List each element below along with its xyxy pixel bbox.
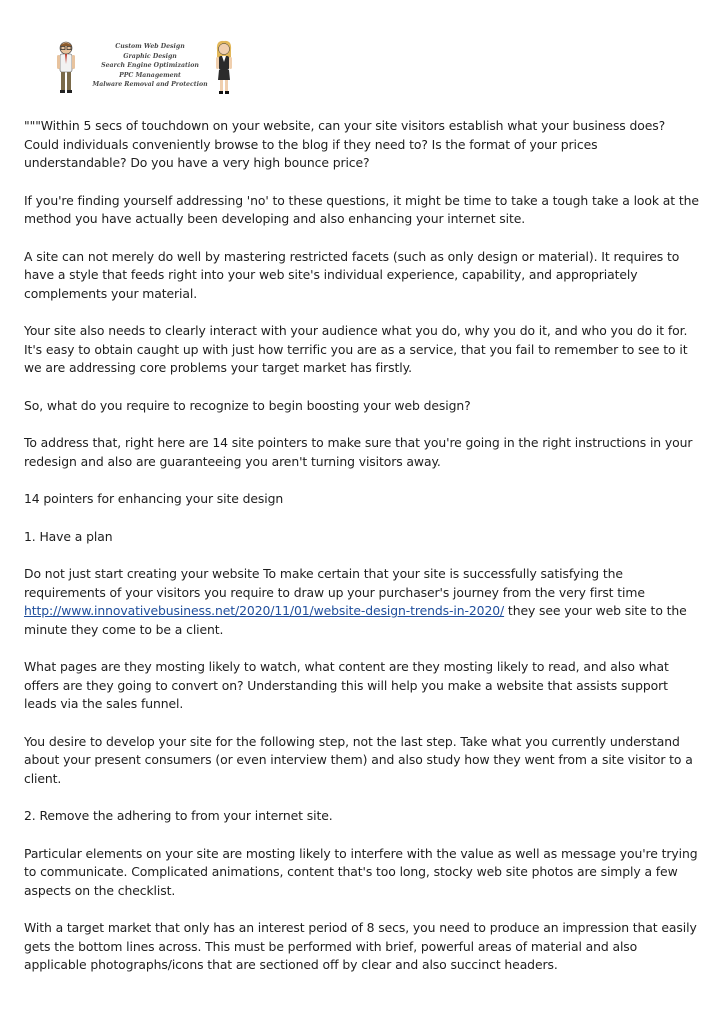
paragraph-text: they see your web site to the minute they come to be a client. — [24, 603, 687, 637]
paragraph: A site can not merely do well by mastering restricted facets (such as only design or material). It requires to have a style that feeds right into your web site's individual experience, capability, and appropriately complements your material. — [24, 248, 680, 301]
logo-line: Graphic Design — [123, 52, 177, 60]
paragraph: Particular elements on your site are mosting likely to interfere with the value as well as message you're trying to communicate. Complicated animations, content that's too long, stocky web site photos are simply a few aspects on the checklist. — [24, 845, 698, 898]
paragraph: You desire to develop your site for the following step, not the last step. Take what you currently understand about your present consumers (or even interview them) and also study how they went from a site visitor to a client. — [24, 733, 693, 786]
section-heading: 14 pointers for enhancing your site design — [24, 491, 284, 506]
logo-text — [90, 42, 210, 90]
article-body — [24, 117, 700, 994]
subheading: 2. Remove the adhering to from your internet site. — [24, 808, 333, 823]
paragraph: To address that, right here are 14 site pointers to make sure that you're going in the right instructions in your redesign and also are guaranteeing you aren't turning visitors away. — [24, 435, 693, 469]
paragraph: Your site also needs to clearly interact with your audience what you do, why you do it, and who you do it for. It's easy to obtain caught up with just how terrific you are as a service, that you fail to remember to see to it we are addressing core problems your target market has firstly. — [24, 323, 688, 375]
article-link[interactable]: http://www.innovativebusiness.net/2020/11/01/website-design-trends-in-2020/ — [24, 603, 505, 618]
paragraph-text: Do not just start creating your website To make certain that your site is successfully satisfying the requirements of your visitors you require to draw up your purchaser's journey from the very first time — [24, 566, 645, 600]
paragraph: With a target market that only has an interest period of 8 secs, you need to produce an impression that easily gets the bottom lines across. This must be performed with brief, powerful areas of material and also applicable photographs/icons that are sectioned off by clear and also succinct headers. — [24, 920, 697, 972]
paragraph: What pages are they mosting likely to watch, what content are they mosting likely to read, and also what offers are they going to convert on? Understanding this will help you make a website that assists support leads via the sales funnel. — [24, 659, 669, 711]
logo-line: Malware Removal and Protection — [92, 81, 208, 88]
paragraph: """Within 5 secs of touchdown on your website, can your site visitors establish what your business does? Could individuals conveniently browse to the blog if they need to? Is the format of your prices understandable? Do you have a very high bounce price? — [24, 118, 666, 170]
paragraph: So, what do you require to recognize to begin boosting your web design? — [24, 397, 471, 413]
paragraph-with-link — [24, 565, 700, 639]
logo-line: Search Engine Optimization — [101, 62, 199, 69]
company-logo — [50, 40, 250, 96]
subheading: 1. Have a plan — [24, 528, 113, 544]
woman-figure-icon — [212, 40, 236, 96]
logo-line: Custom Web Design — [115, 43, 185, 50]
man-figure-icon — [54, 40, 78, 96]
logo-line: PPC Management — [119, 71, 181, 79]
paragraph: If you're finding yourself addressing 'no' to these questions, it might be time to take a tough take a look at the method you have actually been developing and also enhancing your internet site. — [24, 192, 699, 226]
